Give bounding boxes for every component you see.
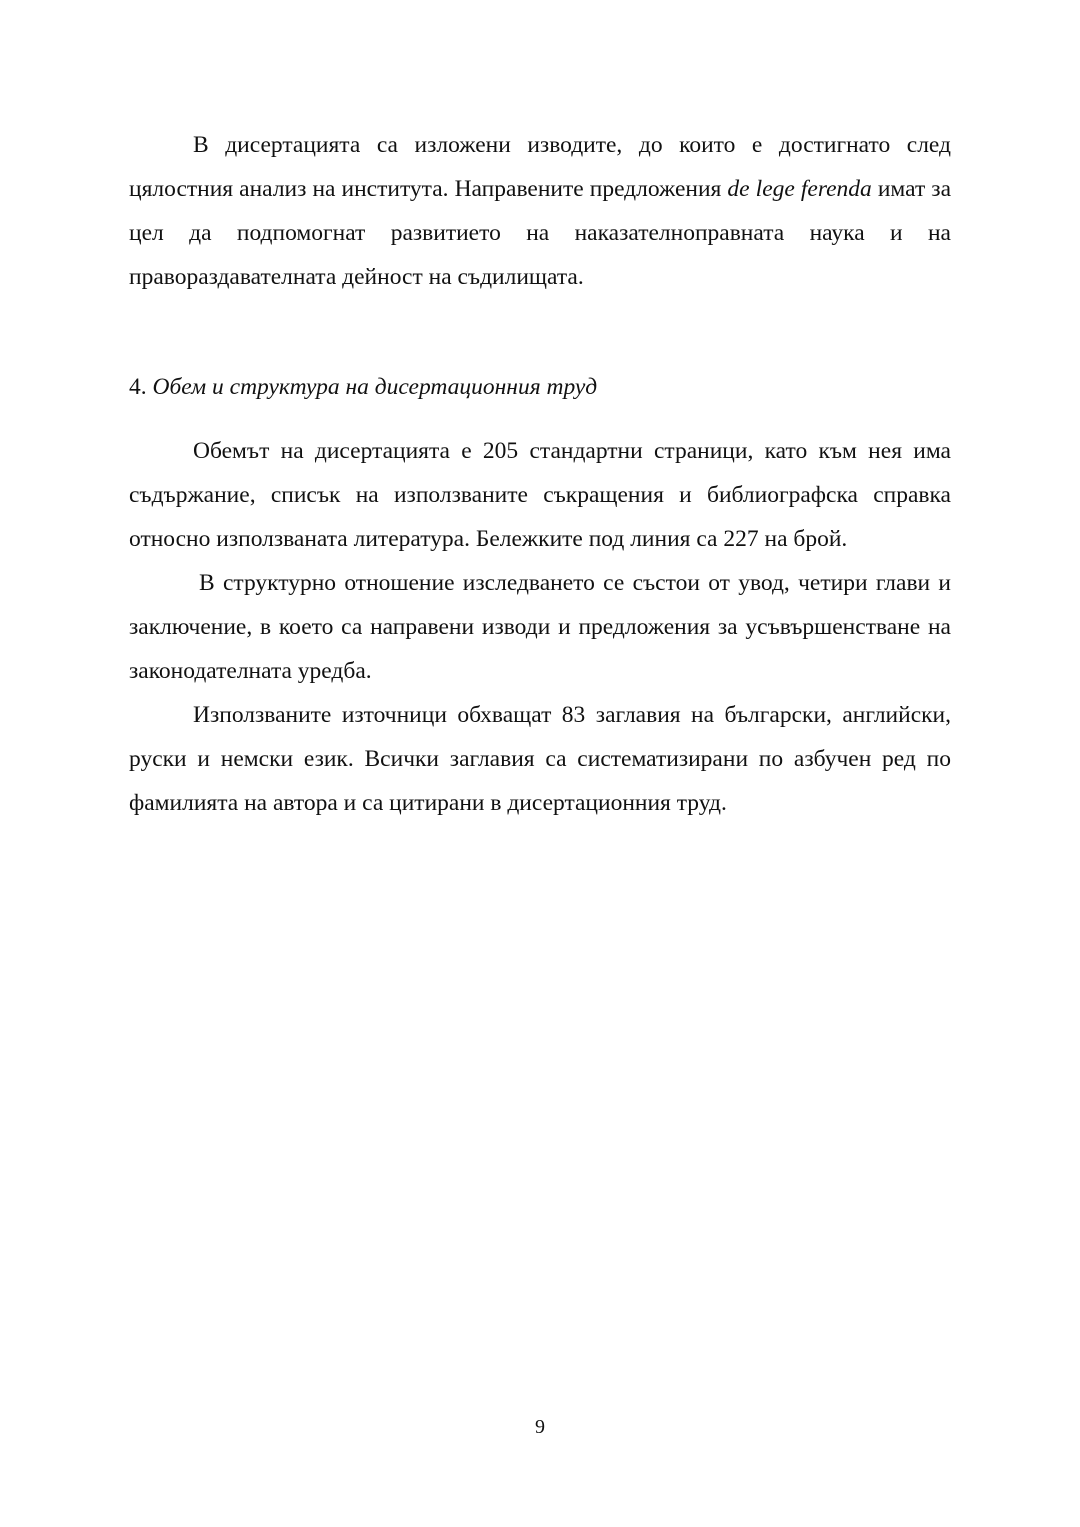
section-title: Обем и структура на дисертационния труд (152, 374, 598, 400)
latin-term: de lege ferenda (727, 176, 872, 202)
paragraph-conclusions-text-start: В дисертацията са изложени изводите, до които е достигнато след цялостния анализ на института. Направените предложения (129, 132, 951, 202)
paragraph-conclusions-text-end: имат за цел да подпомогнат развитието на наказателноправната наука и на правораздавателната дейност на съдилищата. (129, 176, 951, 290)
paragraph-volume: Обемът на дисертацията е 205 стандартни страници, като към нея има съдържание, списък на използваните съкращения и библиографска справка относно използваната литература. Бележките под линия са 227 на брой. (129, 438, 951, 552)
section-number: 4. (129, 374, 147, 400)
paragraph-sources: Използваните източници обхващат 83 заглавия на български, английски, руски и немски език. Всички заглавия са систематизирани по азбучен ред по фамилията на автора и са цитирани в дисертационния труд. (129, 702, 951, 816)
paragraph-conclusions (129, 123, 951, 299)
paragraph-structure: В структурно отношение изследването се състои от увод, четири глави и заключение, в което са направени изводи и предложения за усъвършенстване на законодателната уредба. (129, 570, 951, 684)
section-heading (129, 365, 951, 409)
page-number: 9 (535, 1416, 545, 1438)
